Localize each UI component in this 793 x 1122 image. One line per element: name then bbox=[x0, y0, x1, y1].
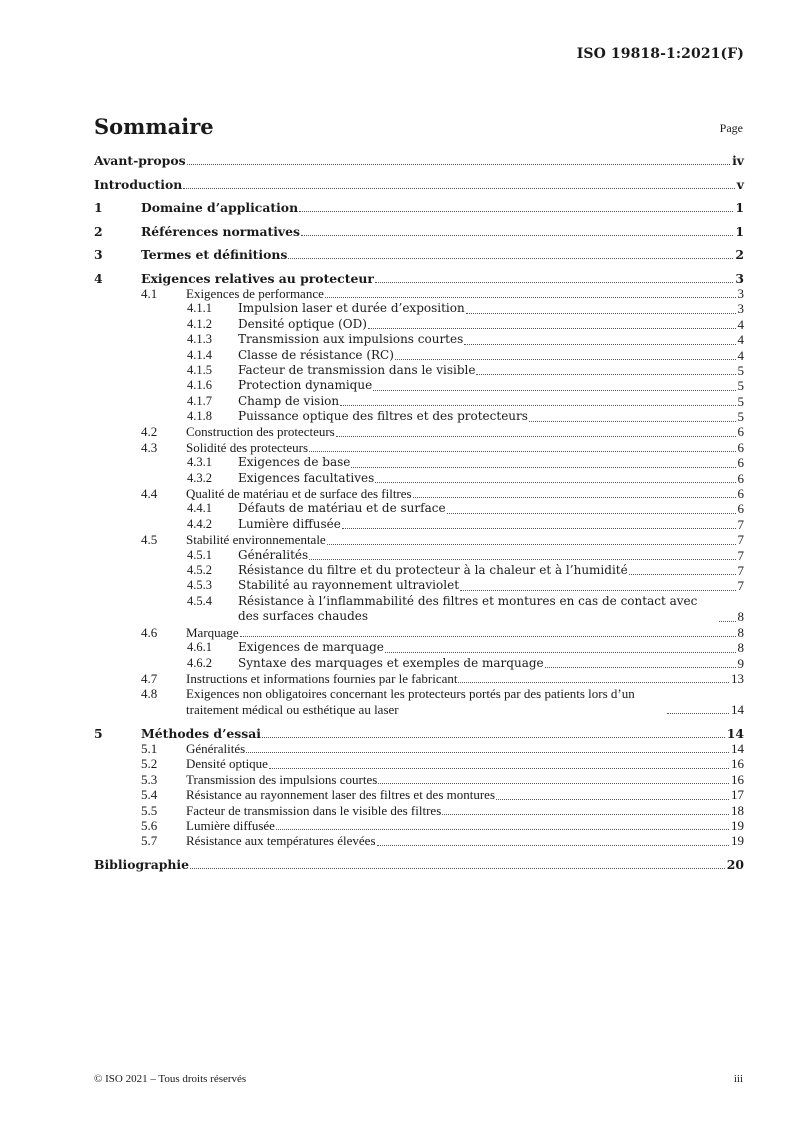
toc-entry-number: 5.3 bbox=[141, 771, 158, 787]
toc-entry-page: 6 bbox=[737, 439, 744, 455]
dot-leader bbox=[378, 783, 729, 784]
toc-entry-page: iv bbox=[732, 153, 744, 168]
toc-entry[interactable] bbox=[94, 271, 744, 286]
toc-entry-title: Stabilité au rayonnement ultraviolet bbox=[238, 578, 460, 593]
dot-leader bbox=[464, 344, 735, 345]
toc-entry-title: Marquage bbox=[186, 624, 239, 640]
dot-leader bbox=[447, 513, 736, 514]
toc-entry[interactable] bbox=[94, 332, 744, 347]
toc-entry-page: 5 bbox=[737, 393, 744, 409]
toc-entry-title: Syntaxe des marquages et exemples de marquage bbox=[238, 655, 544, 670]
toc-entry-page: 1 bbox=[735, 200, 744, 216]
toc-entry[interactable] bbox=[94, 501, 744, 516]
toc-entry-page: 6 bbox=[737, 470, 744, 486]
toc-entry-page: 19 bbox=[731, 817, 744, 833]
toc-entry[interactable] bbox=[94, 224, 744, 239]
toc-entry-title: Résistance à l’inflammabilité des filtres et montures en cas de contact avec des surfaces chaudes bbox=[238, 593, 698, 624]
dot-leader bbox=[351, 467, 735, 468]
toc-entry-title: Instructions et informations fournies par le fabricant bbox=[186, 670, 458, 686]
toc-entry[interactable] bbox=[94, 741, 744, 756]
toc-entry-page: 4 bbox=[737, 316, 744, 332]
toc-entry-number: 4.1.4 bbox=[187, 347, 212, 362]
toc-entry-title: Exigences non obligatoires concernant les protecteurs portés par des patients lors d’un traitement médical ou esthétique au laser bbox=[186, 686, 635, 717]
toc-entry[interactable] bbox=[94, 286, 744, 301]
toc-entry-title: Classe de résistance (RC) bbox=[238, 347, 394, 362]
toc-entry-title: Bibliographie bbox=[94, 857, 190, 873]
toc-entry[interactable] bbox=[94, 317, 744, 332]
toc-entry[interactable] bbox=[94, 671, 744, 686]
dot-leader bbox=[276, 829, 729, 830]
toc-entry[interactable] bbox=[94, 301, 744, 316]
dot-leader bbox=[385, 652, 736, 653]
toc-entry-number: 4.6.1 bbox=[187, 640, 212, 655]
footer-copyright: © ISO 2021 – Tous droits réservés bbox=[94, 1073, 247, 1085]
toc-entry-title: Puissance optique des filtres et des protecteurs bbox=[238, 409, 528, 424]
toc-entry[interactable] bbox=[94, 656, 744, 671]
toc-entry-page: 7 bbox=[737, 532, 744, 548]
toc-entry[interactable] bbox=[94, 726, 744, 741]
toc-entry-number: 4.5 bbox=[141, 532, 158, 548]
toc-entry-title: Résistance du filtre et du protecteur à la chaleur et à l’humidité bbox=[238, 563, 628, 577]
toc-entry-number: 5.6 bbox=[141, 817, 158, 833]
toc-entry[interactable] bbox=[94, 857, 744, 872]
dot-leader bbox=[288, 258, 733, 259]
toc-entry[interactable] bbox=[94, 517, 744, 532]
toc-entry-page: 16 bbox=[731, 756, 744, 772]
toc-entry-page: 14 bbox=[731, 701, 744, 717]
toc-entry[interactable] bbox=[94, 640, 744, 655]
toc-entry-title: Résistance aux températures élevées bbox=[186, 833, 376, 849]
dot-leader bbox=[375, 282, 734, 283]
toc-entry-title: Avant-propos bbox=[94, 153, 186, 168]
toc-entry-number: 4.6 bbox=[141, 624, 158, 640]
toc-entry[interactable] bbox=[94, 348, 744, 363]
toc-entry-page: v bbox=[736, 176, 744, 192]
toc-entry-page: 9 bbox=[737, 655, 744, 671]
toc-entry[interactable] bbox=[94, 363, 744, 378]
toc-entry-number: 4.5.4 bbox=[187, 593, 212, 608]
dot-leader bbox=[719, 621, 736, 622]
toc-entry-number: 4.1.5 bbox=[187, 362, 212, 377]
dot-leader bbox=[413, 497, 736, 498]
toc-entry-number: 4.4.1 bbox=[187, 501, 212, 516]
toc-entry-page: 14 bbox=[726, 725, 744, 741]
toc-entry[interactable] bbox=[94, 455, 744, 470]
toc-entry[interactable] bbox=[94, 756, 744, 771]
toc-entry[interactable] bbox=[94, 247, 744, 262]
toc-entry[interactable] bbox=[94, 394, 744, 409]
toc-entry-number: 4.5.3 bbox=[187, 578, 212, 593]
toc-entry-page: 8 bbox=[737, 609, 744, 625]
dot-leader bbox=[327, 544, 736, 545]
table-of-contents bbox=[94, 153, 744, 872]
toc-entry-number: 3 bbox=[94, 247, 103, 263]
toc-entry[interactable] bbox=[94, 409, 744, 424]
dot-leader bbox=[667, 713, 729, 714]
dot-leader bbox=[301, 235, 733, 236]
dot-leader bbox=[629, 574, 736, 575]
toc-entry-number: 5.1 bbox=[141, 740, 158, 756]
toc-entry-title: Protection dynamique bbox=[238, 378, 373, 393]
toc-entry[interactable] bbox=[94, 686, 744, 717]
toc-entry-page: 1 bbox=[735, 223, 744, 239]
toc-entry-number: 4.3 bbox=[141, 439, 158, 455]
dot-leader bbox=[340, 405, 735, 406]
toc-entry-number: 4.1.3 bbox=[187, 332, 212, 347]
dot-leader bbox=[336, 436, 736, 437]
dot-leader bbox=[496, 799, 729, 800]
toc-entry-number: 4.1.7 bbox=[187, 393, 212, 408]
toc-entry-title: Résistance au rayonnement laser des filtres et des montures bbox=[186, 787, 496, 803]
toc-entry[interactable] bbox=[94, 532, 744, 547]
toc-entry-number: 5.4 bbox=[141, 787, 158, 803]
dot-leader bbox=[377, 845, 730, 846]
toc-entry-page: 3 bbox=[737, 301, 744, 317]
toc-entry[interactable] bbox=[94, 578, 744, 593]
toc-entry-number: 4.1.8 bbox=[187, 409, 212, 424]
toc-entry-page: 7 bbox=[737, 547, 744, 563]
toc-entry[interactable] bbox=[94, 803, 744, 818]
toc-entry[interactable] bbox=[94, 818, 744, 833]
footer-page-number: iii bbox=[733, 1073, 743, 1085]
standard-designation: ISO 19818-1:2021(F) bbox=[576, 46, 744, 62]
toc-entry-number: 4.7 bbox=[141, 670, 158, 686]
toc-entry-number: 4.1.2 bbox=[187, 316, 212, 331]
toc-entry-page: 7 bbox=[737, 563, 744, 578]
toc-entry[interactable] bbox=[94, 200, 744, 215]
toc-entry-page: 14 bbox=[731, 740, 744, 756]
toc-entry-number: 4.1.1 bbox=[187, 301, 212, 316]
toc-entry-title: Densité optique (OD) bbox=[238, 316, 367, 331]
toc-entry-title: Termes et définitions bbox=[141, 247, 288, 263]
toc-entry[interactable] bbox=[94, 833, 744, 848]
toc-entry-number: 2 bbox=[94, 223, 103, 239]
toc-entry-title: Exigences de performance bbox=[186, 285, 324, 301]
toc-entry-page: 17 bbox=[731, 787, 744, 803]
dot-leader bbox=[395, 359, 736, 360]
toc-entry-title: Qualité de matériau et de surface des filtres bbox=[186, 486, 412, 502]
toc-entry-number: 5.5 bbox=[141, 802, 158, 818]
toc-entry-page: 8 bbox=[737, 640, 744, 656]
dot-leader bbox=[246, 752, 729, 753]
toc-entry-title: Domaine d’application bbox=[141, 200, 299, 216]
dot-leader bbox=[325, 297, 736, 298]
dot-leader bbox=[442, 814, 729, 815]
toc-entry-page: 5 bbox=[737, 378, 744, 394]
toc-entry-page: 8 bbox=[737, 624, 744, 640]
dot-leader bbox=[190, 868, 725, 869]
toc-entry-title: Exigences de marquage bbox=[238, 640, 384, 655]
toc-entry-number: 1 bbox=[94, 200, 103, 216]
toc-entry[interactable] bbox=[94, 378, 744, 393]
toc-entry-page: 6 bbox=[737, 501, 744, 517]
toc-entry-title: Exigences de base bbox=[238, 455, 351, 470]
toc-entry[interactable] bbox=[94, 787, 744, 802]
toc-entry-page: 19 bbox=[731, 833, 744, 849]
dot-leader bbox=[262, 737, 725, 738]
toc-entry-number: 4.6.2 bbox=[187, 655, 212, 670]
dot-leader bbox=[458, 682, 729, 683]
toc-entry-page: 20 bbox=[726, 857, 744, 873]
toc-entry-page: 2 bbox=[735, 247, 744, 263]
toc-entry[interactable] bbox=[94, 424, 744, 439]
dot-leader bbox=[299, 211, 733, 212]
toc-entry-title: Stabilité environnementale bbox=[186, 532, 326, 548]
toc-entry-title: Références normatives bbox=[141, 223, 300, 239]
toc-entry-title: Défauts de matériau et de surface bbox=[238, 501, 446, 516]
toc-entry-title: Exigences relatives au protecteur bbox=[141, 270, 374, 286]
toc-entry-page: 6 bbox=[737, 455, 744, 471]
toc-entry-title: Construction des protecteurs bbox=[186, 424, 335, 440]
toc-entry-title: Transmission aux impulsions courtes bbox=[238, 332, 464, 347]
toc-entry-page: 4 bbox=[737, 332, 744, 348]
toc-entry-title: Solidité des protecteurs bbox=[186, 439, 309, 455]
dot-leader bbox=[545, 667, 736, 668]
dot-leader bbox=[309, 451, 735, 452]
toc-entry-number: 4.1.6 bbox=[187, 378, 212, 393]
toc-entry[interactable] bbox=[94, 153, 744, 168]
toc-entry-number: 5.2 bbox=[141, 756, 158, 772]
toc-entry-page: 5 bbox=[737, 362, 744, 378]
toc-entry-page: 7 bbox=[737, 578, 744, 594]
toc-entry-number: 4 bbox=[94, 270, 103, 286]
dot-leader bbox=[373, 390, 735, 391]
dot-leader bbox=[342, 528, 736, 529]
toc-entry[interactable] bbox=[94, 563, 744, 578]
toc-entry-title: Facteur de transmission dans le visible bbox=[238, 362, 476, 377]
toc-entry[interactable] bbox=[94, 440, 744, 455]
toc-entry-number: 4.1 bbox=[141, 285, 158, 301]
dot-leader bbox=[375, 482, 735, 483]
toc-entry[interactable] bbox=[94, 471, 744, 486]
toc-entry-title: Exigences facultatives bbox=[238, 470, 375, 485]
toc-entry-page: 18 bbox=[731, 802, 744, 818]
toc-entry[interactable] bbox=[94, 772, 744, 787]
toc-entry-page: 6 bbox=[737, 486, 744, 502]
toc-entry[interactable] bbox=[94, 177, 744, 192]
dot-leader bbox=[183, 188, 735, 189]
toc-entry-title: Impulsion laser et durée d’exposition bbox=[238, 301, 465, 316]
toc-entry-page: 16 bbox=[731, 771, 744, 787]
toc-entry-number: 4.2 bbox=[141, 424, 158, 440]
page-column-label: Page bbox=[719, 121, 743, 135]
dot-leader bbox=[529, 421, 736, 422]
toc-entry-page: 4 bbox=[737, 347, 744, 363]
toc-entry[interactable] bbox=[94, 486, 744, 501]
toc-entry-number: 5 bbox=[94, 725, 103, 741]
toc-entry-page: 6 bbox=[737, 424, 744, 440]
toc-entry-page: 3 bbox=[737, 285, 744, 301]
toc-entry-title: Introduction bbox=[94, 176, 183, 192]
toc-entry-number: 4.4 bbox=[141, 486, 158, 502]
toc-entry-page: 13 bbox=[731, 670, 744, 686]
toc-entry[interactable] bbox=[94, 625, 744, 640]
toc-entry[interactable] bbox=[94, 548, 744, 563]
toc-entry-title: Densité optique bbox=[186, 756, 268, 772]
toc-entry-number: 4.5.2 bbox=[187, 563, 212, 577]
toc-entry-title: Lumière diffusée bbox=[238, 516, 341, 531]
toc-entry-number: 4.8 bbox=[141, 686, 158, 702]
toc-entry-title: Méthodes d’essai bbox=[141, 725, 261, 741]
page-title: Sommaire bbox=[94, 114, 214, 139]
toc-entry-title: Lumière diffusée bbox=[186, 817, 275, 833]
toc-entry-page: 5 bbox=[737, 409, 744, 425]
dot-leader bbox=[368, 328, 736, 329]
toc-entry-page: 3 bbox=[735, 270, 744, 286]
toc-entry-title: Généralités bbox=[186, 740, 246, 756]
toc-entry-title: Transmission des impulsions courtes bbox=[186, 771, 378, 787]
dot-leader bbox=[240, 636, 736, 637]
dot-leader bbox=[466, 313, 736, 314]
toc-entry-title: Champ de vision bbox=[238, 393, 340, 408]
toc-entry-number: 4.3.1 bbox=[187, 455, 212, 470]
dot-leader bbox=[309, 559, 735, 560]
toc-entry-number: 4.5.1 bbox=[187, 547, 212, 562]
toc-entry-page: 7 bbox=[737, 516, 744, 532]
toc-entry-number: 5.7 bbox=[141, 833, 158, 849]
toc-entry-number: 4.3.2 bbox=[187, 470, 212, 485]
dot-leader bbox=[269, 768, 729, 769]
toc-entry-number: 4.4.2 bbox=[187, 516, 212, 531]
dot-leader bbox=[476, 374, 735, 375]
toc-entry[interactable] bbox=[94, 594, 744, 625]
dot-leader bbox=[187, 164, 731, 165]
toc-entry-title: Généralités bbox=[238, 547, 309, 562]
dot-leader bbox=[460, 590, 735, 591]
toc-entry-title: Facteur de transmission dans le visible des filtres bbox=[186, 802, 442, 818]
